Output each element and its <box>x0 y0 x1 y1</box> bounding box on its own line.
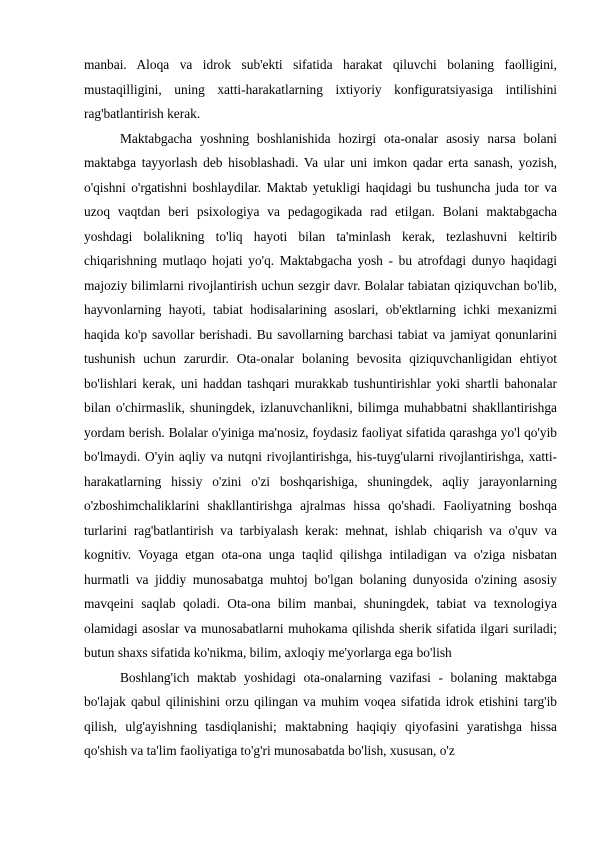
paragraph-3: Boshlang'ich maktab yoshidagi ota-onalarning vazifasi - bolaning maktabga bo'lajak qabul qilinishini orzu qilingan va muhim voqea sifatida idrok etishini targ'ib qilish, ulg'ayishning tasdiqlanishi; maktabning haqiqiy qiyofasini yaratishga hissa qo'shish va ta'lim faoliyatiga to'g'ri munosabatda bo'lish, xususan, o'z <box>84 669 557 758</box>
document-page <box>84 53 557 764</box>
paragraph-1: manbai. Aloqa va idrok sub'ekti sifatida harakat qiluvchi bolaning faolligini, mustaqilligini, uning xatti-harakatlarning ixtiyoriy konfiguratsiyasiga intilishini rag'batlantirish kerak. <box>84 57 557 121</box>
paragraph-2: Maktabgacha yoshning boshlanishida hozirgi ota-onalar asosiy narsa bolani maktabga tayyorlash deb hisoblashadi. Va ular uni imkon qadar erta sanash, yozish, o'qishni o'rgatishni boshlaydilar. Maktab yetukligi haqidagi bu tushuncha juda tor va uzoq vaqtdan beri psixologiya va pedagogikada rad etilgan. Bolani maktabgacha yoshdagi bolalikning to'liq hayoti bilan ta'minlash kerak, tezlashuvni keltirib chiqarishning mutlaqo hojati yo'q. Maktabgacha yosh - bu atrofdagi dunyo haqidagi majoziy bilimlarni rivojlantirish uchun sezgir davr. Bolalar tabiatan qiziquvchan bo'lib, hayvonlarning hayoti, tabiat hodisalarining asoslari, ob'ektlarning ichki mexanizmi haqida ko'p savollar berishadi. Bu savollarning barchasi tabiat va jamiyat qonunlarini tushunish uchun zarurdir. Ota-onalar bolaning bevosita qiziquvchanligidan ehtiyot bo'lishlari kerak, uni haddan tashqari murakkab tushuntirishlar yoki shartli bahonalar bilan o'chirmaslik, shuningdek, izlanuvchanlikni, bilimga muhabbatni shakllantirishga yordam berish. Bolalar o'yiniga ma'nosiz, foydasiz faoliyat sifatida qarashga yo'l qo'yib bo'lmaydi. O'yin aqliy va nutqni rivojlantirishga, his-tuyg'ularni rivojlantirishga, xatti-harakatlarning hissiy o'zini o'zi boshqarishiga, shuningdek, aqliy jarayonlarning o'zboshimchaliklarini shakllantirishga ajralmas hissa qo'shadi. Faoliyatning boshqa turlarini rag'batlantirish va tarbiyalash kerak: mehnat, ishlab chiqarish va o'quv va kognitiv. Voyaga etgan ota-ona unga taqlid qilishga intiladigan va o'ziga nisbatan hurmatli va jiddiy munosabatga muhtoj bo'lgan bolaning dunyosida o'zining asosiy mavqeini saqlab qoladi. Ota-ona bilim manbai, shuningdek, tabiat va texnologiya olamidagi asoslar va munosabatlarni muhokama qilishda sherik sifatida ilgari suriladi; butun shaxs sifatida ko'nikma, bilim, axloqiy me'yorlarga ega bo'lish <box>84 130 557 660</box>
